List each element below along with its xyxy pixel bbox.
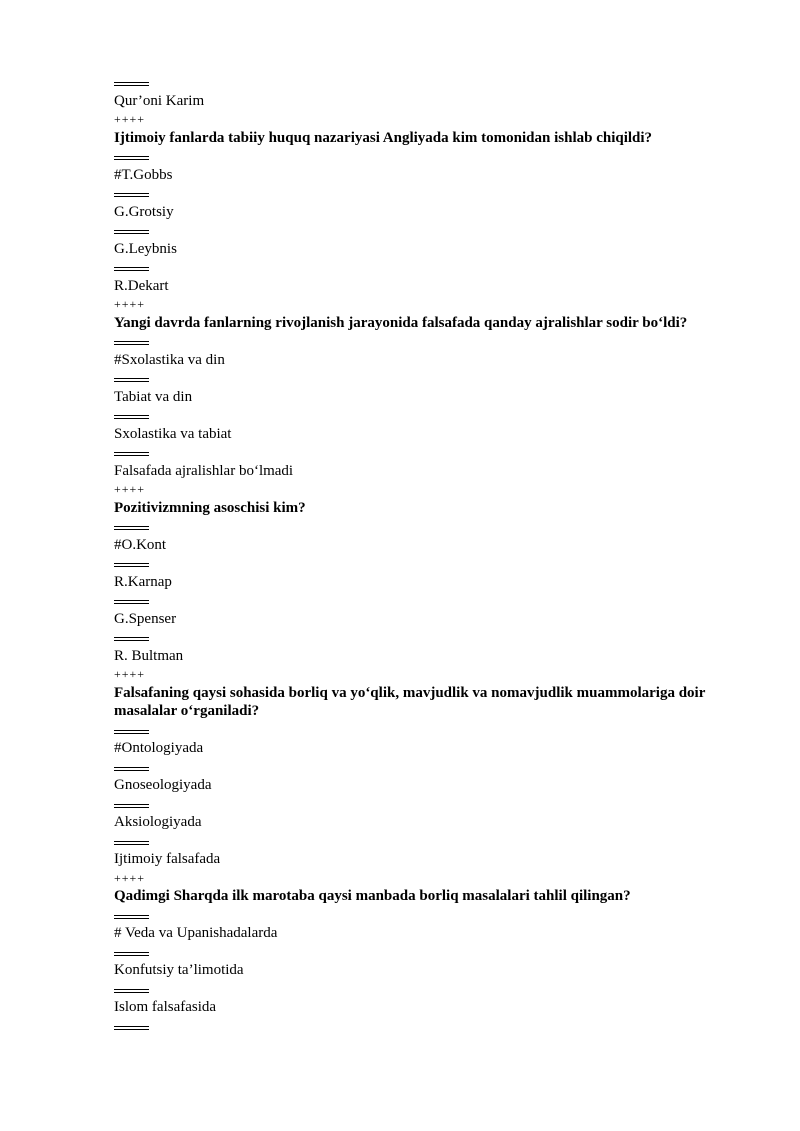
question-text: Ijtimoiy fanlarda tabiiy huquq nazariyasi Angliyada kim tomonidan ishlab chiqildi? (114, 129, 653, 146)
answer-option: Aksiologiyada (114, 814, 202, 830)
separator-line (114, 758, 149, 777)
answer-option: R.Karnap (114, 573, 172, 590)
question-text: Pozitivizmning asoschisi kim? (114, 499, 306, 516)
answer-option: Qur’oni Karim (114, 92, 205, 109)
answer-option: G.Spenser (114, 610, 177, 627)
answer-option: Tabiat va din (114, 388, 193, 405)
separator-line (114, 721, 149, 740)
separator-line (114, 258, 149, 277)
separator-line (114, 184, 149, 203)
question-text: Qadimgi Sharqda ilk marotaba qaysi manbada borliq masalalari tahlil qilingan? (114, 888, 631, 904)
answer-option: #O.Kont (114, 536, 167, 553)
answer-option: G.Grotsiy (114, 203, 174, 220)
question-marker: ++++ (114, 297, 146, 311)
question-marker: ++++ (114, 667, 146, 681)
answer-option: Ijtimoiy falsafada (114, 851, 221, 867)
answer-option: Islom falsafasida (114, 999, 217, 1015)
separator-line (114, 980, 149, 999)
separator-line (114, 221, 149, 240)
document-page (114, 73, 754, 1035)
separator-line (114, 832, 149, 851)
answer-option: #Ontologiyada (114, 740, 204, 756)
question-text: Yangi davrda fanlarning rivojlanish jarayonida falsafada qanday ajralishlar sodir bo‘ldi? (114, 314, 688, 331)
answer-option: # Veda va Upanishadalarda (114, 925, 278, 941)
question-text: Falsafaning qaysi sohasida borliq va yo‘qlik, mavjudlik va nomavjudlik muammolariga doir masalalar o‘rganiladi? (114, 684, 706, 719)
separator-line (114, 73, 149, 92)
separator-line (114, 906, 149, 925)
separator-line (114, 554, 149, 573)
answer-option: R.Dekart (114, 277, 169, 294)
separator-line (114, 943, 149, 962)
answer-option: #T.Gobbs (114, 166, 173, 183)
separator-line (114, 443, 149, 462)
separator-line (114, 795, 149, 814)
separator-line (114, 517, 149, 536)
separator-line (114, 147, 149, 166)
separator-line (114, 369, 149, 388)
separator-line (114, 332, 149, 351)
answer-option: #Sxolastika va din (114, 351, 225, 368)
answer-option: Gnoseologiyada (114, 777, 212, 793)
separator-line (114, 628, 149, 647)
answer-option: G.Leybnis (114, 240, 177, 257)
separator-line (114, 591, 149, 610)
answer-option: Konfutsiy ta’limotida (114, 962, 244, 978)
question-marker: ++++ (114, 870, 146, 885)
question-marker: ++++ (114, 112, 146, 126)
question-marker: ++++ (114, 482, 146, 496)
separator-line (114, 406, 149, 425)
separator-line (114, 1017, 149, 1036)
answer-option: Sxolastika va tabiat (114, 425, 232, 442)
answer-option: R. Bultman (114, 647, 184, 664)
answer-option: Falsafada ajralishlar bo‘lmadi (114, 462, 294, 479)
